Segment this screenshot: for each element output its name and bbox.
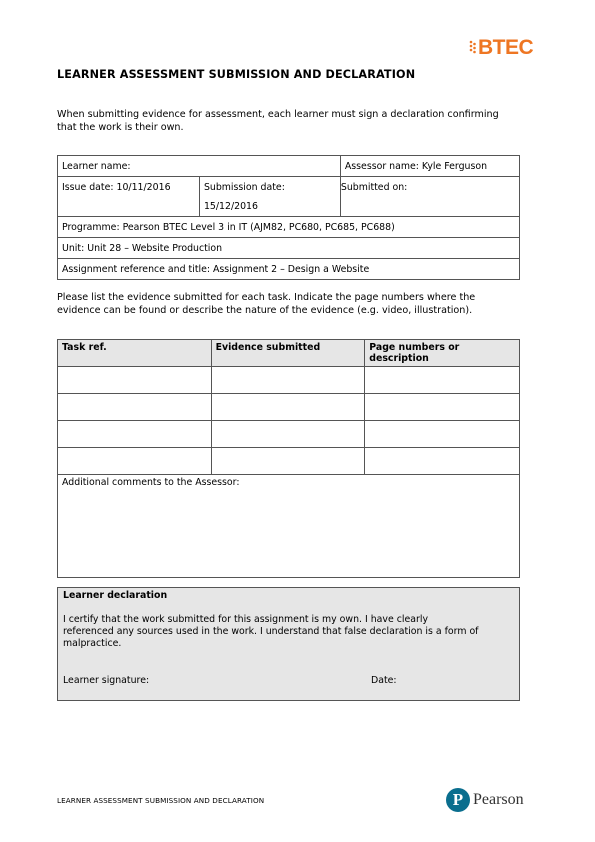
header-evidence-submitted: Evidence submitted <box>211 340 365 367</box>
page-title: LEARNER ASSESSMENT SUBMISSION AND DECLARATION <box>57 68 416 81</box>
table-row <box>58 421 520 448</box>
btec-logo-text: BTEC <box>478 36 534 59</box>
evidence-cell[interactable] <box>211 421 365 448</box>
page-numbers-cell[interactable] <box>365 367 520 394</box>
page-numbers-cell[interactable] <box>365 394 520 421</box>
declaration-heading: Learner declaration <box>63 590 168 601</box>
task-ref-cell[interactable] <box>58 448 212 475</box>
header-page-numbers-line-1: Page numbers or <box>369 342 460 353</box>
learner-signature-field[interactable]: Learner signature: <box>63 675 150 686</box>
additional-comments-label: Additional comments to the Assessor: <box>62 477 240 488</box>
intro-line-2: that the work is their own. <box>57 122 184 133</box>
learner-declaration-box <box>57 587 520 701</box>
table-row <box>58 394 520 421</box>
evidence-intro-paragraph <box>57 291 527 317</box>
header-task-ref: Task ref. <box>58 340 212 367</box>
intro-line-1: When submitting evidence for assessment, each learner must sign a declaration confirming <box>57 109 499 120</box>
evidence-cell[interactable] <box>211 448 365 475</box>
pearson-p-icon: P <box>446 788 470 812</box>
intro-paragraph <box>57 108 527 134</box>
task-ref-cell[interactable] <box>58 367 212 394</box>
table-row <box>58 367 520 394</box>
evidence-intro-line-1: Please list the evidence submitted for each task. Indicate the page numbers where the <box>57 292 476 303</box>
page-numbers-cell[interactable] <box>365 421 520 448</box>
header-page-numbers-line-2: description <box>369 353 429 364</box>
submitted-on-field[interactable] <box>340 177 519 217</box>
header-page-numbers <box>365 340 520 367</box>
assessor-name-cell: Assessor name: Kyle Ferguson <box>340 156 519 177</box>
evidence-cell[interactable] <box>211 394 365 421</box>
btec-dots-icon <box>468 40 478 56</box>
evidence-cell[interactable] <box>211 367 365 394</box>
programme-cell: Programme: Pearson BTEC Level 3 in IT (AJM82, PC680, PC685, PC688) <box>58 217 520 238</box>
task-ref-cell[interactable] <box>58 394 212 421</box>
additional-comments-field[interactable] <box>58 475 520 578</box>
footer-text: LEARNER ASSESSMENT SUBMISSION AND DECLARATION <box>57 796 265 805</box>
pearson-logo <box>446 788 526 814</box>
declaration-line-2: referenced any sources used in the work. I understand that false declaration is a form of <box>63 626 479 637</box>
btec-logo <box>468 36 542 60</box>
evidence-intro-line-2: evidence can be found or describe the nature of the evidence (e.g. video, illustration). <box>57 305 473 316</box>
assessment-info-table <box>57 155 520 280</box>
learner-name-field[interactable]: Learner name: <box>58 156 341 177</box>
unit-cell: Unit: Unit 28 – Website Production <box>58 238 520 259</box>
page-numbers-cell[interactable] <box>365 448 520 475</box>
issue-date-cell: Issue date: 10/11/2016 <box>58 177 200 217</box>
submitted-on-label: Submitted on: <box>340 182 408 193</box>
submission-date-cell: Submission date: 15/12/2016 <box>199 177 340 217</box>
task-ref-cell[interactable] <box>58 421 212 448</box>
date-field[interactable]: Date: <box>371 675 397 686</box>
declaration-text <box>63 614 515 650</box>
table-row <box>58 448 520 475</box>
pearson-logo-text: Pearson <box>473 791 524 808</box>
declaration-line-1: I certify that the work submitted for this assignment is my own. I have clearly <box>63 614 428 625</box>
evidence-table <box>57 339 520 578</box>
assignment-cell: Assignment reference and title: Assignment 2 – Design a Website <box>58 259 520 280</box>
declaration-line-3: malpractice. <box>63 638 122 649</box>
